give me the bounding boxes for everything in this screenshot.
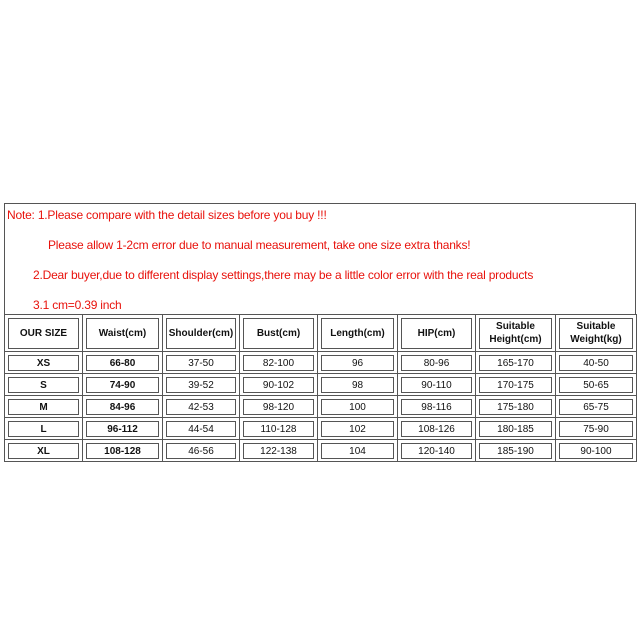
table-cell: 110-128: [243, 421, 314, 437]
cell-shoulder: [163, 440, 240, 462]
table-cell: 98-116: [401, 399, 472, 415]
cell-waist: [83, 352, 163, 374]
cell-hip: [398, 352, 476, 374]
table-cell: 170-175: [479, 377, 552, 393]
table-cell: 74-90: [86, 377, 159, 393]
table-cell: 50-65: [559, 377, 633, 393]
table-cell: L: [8, 421, 79, 437]
cell-height: [476, 352, 556, 374]
cell-weight: [556, 440, 637, 462]
table-cell: 108-126: [401, 421, 472, 437]
table-cell: 96: [321, 355, 394, 371]
header-hip: [398, 315, 476, 352]
cell-size: [5, 440, 83, 462]
note-line-4: 3.1 cm=0.39 inch: [33, 298, 122, 312]
table-cell: 46-56: [166, 443, 236, 459]
table-cell: 122-138: [243, 443, 314, 459]
cell-height: [476, 418, 556, 440]
table-cell: 80-96: [401, 355, 472, 371]
note-line-3: 2.Dear buyer,due to different display settings,there may be a little color error with the real products: [33, 268, 534, 282]
cell-size: [5, 374, 83, 396]
size-table: [4, 314, 637, 462]
cell-bust: [240, 440, 318, 462]
header-height: [476, 315, 556, 352]
table-cell: 104: [321, 443, 394, 459]
table-cell: 65-75: [559, 399, 633, 415]
cell-bust: [240, 352, 318, 374]
table-cell: 100: [321, 399, 394, 415]
cell-shoulder: [163, 352, 240, 374]
cell-waist: [83, 374, 163, 396]
cell-length: [318, 418, 398, 440]
table-cell: 44-54: [166, 421, 236, 437]
cell-shoulder: [163, 374, 240, 396]
header-cell: Suitable Weight(kg): [559, 318, 633, 349]
cell-size: [5, 396, 83, 418]
cell-length: [318, 396, 398, 418]
table-row: [5, 440, 637, 462]
table-cell: 102: [321, 421, 394, 437]
header-size: [5, 315, 83, 352]
cell-size: [5, 418, 83, 440]
table-cell: XL: [8, 443, 79, 459]
table-cell: 75-90: [559, 421, 633, 437]
header-shoulder: [163, 315, 240, 352]
table-header-row: [5, 315, 637, 352]
table-cell: 39-52: [166, 377, 236, 393]
table-cell: 42-53: [166, 399, 236, 415]
cell-length: [318, 352, 398, 374]
cell-shoulder: [163, 396, 240, 418]
table-row: [5, 374, 637, 396]
table-cell: 185-190: [479, 443, 552, 459]
table-cell: 37-50: [166, 355, 236, 371]
header-cell: Length(cm): [321, 318, 394, 349]
table-row: [5, 352, 637, 374]
table-cell: XS: [8, 355, 79, 371]
table-cell: 84-96: [86, 399, 159, 415]
table-cell: 98: [321, 377, 394, 393]
table-cell: 90-100: [559, 443, 633, 459]
header-length: [318, 315, 398, 352]
cell-weight: [556, 418, 637, 440]
cell-height: [476, 440, 556, 462]
table-row: [5, 418, 637, 440]
table-cell: S: [8, 377, 79, 393]
cell-height: [476, 396, 556, 418]
table-cell: 82-100: [243, 355, 314, 371]
cell-hip: [398, 440, 476, 462]
cell-bust: [240, 374, 318, 396]
table-cell: 108-128: [86, 443, 159, 459]
cell-waist: [83, 440, 163, 462]
table-cell: 180-185: [479, 421, 552, 437]
table-cell: 90-110: [401, 377, 472, 393]
header-cell: Shoulder(cm): [166, 318, 236, 349]
header-weight: [556, 315, 637, 352]
cell-size: [5, 352, 83, 374]
cell-hip: [398, 374, 476, 396]
cell-height: [476, 374, 556, 396]
cell-length: [318, 440, 398, 462]
cell-weight: [556, 396, 637, 418]
cell-waist: [83, 418, 163, 440]
table-cell: 98-120: [243, 399, 314, 415]
table-cell: 120-140: [401, 443, 472, 459]
cell-length: [318, 374, 398, 396]
header-cell: Waist(cm): [86, 318, 159, 349]
header-cell: Suitable Height(cm): [479, 318, 552, 349]
cell-bust: [240, 396, 318, 418]
cell-waist: [83, 396, 163, 418]
table-cell: M: [8, 399, 79, 415]
header-cell: HIP(cm): [401, 318, 472, 349]
table-cell: 165-170: [479, 355, 552, 371]
table-cell: 40-50: [559, 355, 633, 371]
header-waist: [83, 315, 163, 352]
header-cell: Bust(cm): [243, 318, 314, 349]
table-cell: 175-180: [479, 399, 552, 415]
cell-hip: [398, 418, 476, 440]
cell-weight: [556, 374, 637, 396]
header-bust: [240, 315, 318, 352]
table-cell: 66-80: [86, 355, 159, 371]
note-line-2: Please allow 1-2cm error due to manual measurement, take one size extra thanks!: [48, 238, 471, 252]
table-cell: 90-102: [243, 377, 314, 393]
table-cell: 96-112: [86, 421, 159, 437]
cell-hip: [398, 396, 476, 418]
notes-box: [4, 203, 636, 314]
cell-shoulder: [163, 418, 240, 440]
header-cell: OUR SIZE: [8, 318, 79, 349]
cell-bust: [240, 418, 318, 440]
table-row: [5, 396, 637, 418]
note-line-1: Note: 1.Please compare with the detail sizes before you buy !!!: [7, 208, 327, 222]
cell-weight: [556, 352, 637, 374]
